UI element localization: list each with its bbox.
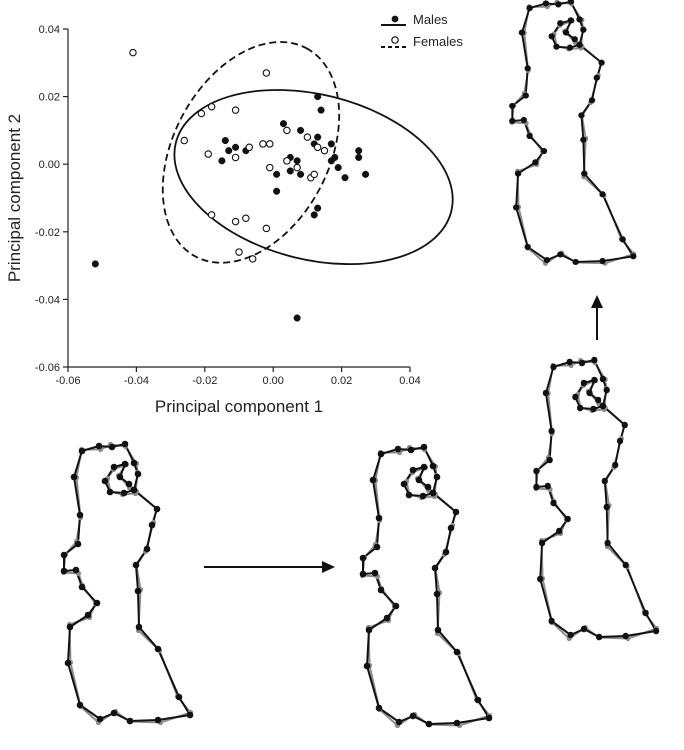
- landmark-black: [97, 716, 104, 723]
- landmark-black: [547, 457, 553, 464]
- females-data-point: [260, 141, 266, 147]
- landmark-black: [61, 552, 68, 559]
- landmark-black: [553, 44, 559, 50]
- landmark-black: [594, 75, 600, 81]
- x-ticks: [55, 367, 420, 387]
- landmark-black: [595, 397, 601, 404]
- landmark-black: [555, 1, 561, 7]
- landmark-black: [434, 474, 441, 481]
- landmark-black: [421, 444, 428, 451]
- landmark-black: [370, 477, 377, 484]
- shape-outline-d: [509, 0, 636, 266]
- landmark-black: [372, 570, 379, 577]
- arrow-up: [591, 295, 603, 340]
- landmark-black: [526, 5, 532, 11]
- landmark-black: [543, 390, 549, 397]
- shape-outline-c: [533, 357, 659, 641]
- legend-females-marker: [392, 37, 398, 43]
- females-data-point: [321, 147, 327, 153]
- landmark-black: [581, 380, 587, 387]
- landmark-black: [586, 390, 592, 397]
- legend-entry-females: [381, 34, 463, 49]
- landmark-black: [653, 628, 659, 635]
- legend-entry-males: [381, 12, 448, 27]
- males-data-point: [355, 154, 362, 161]
- landmark-black: [550, 500, 556, 507]
- females-data-point: [314, 144, 320, 150]
- landmark-black: [364, 663, 371, 670]
- landmark-black: [598, 60, 604, 66]
- females-data-point: [267, 141, 273, 147]
- landmark-black: [576, 16, 582, 22]
- landmark-black: [176, 694, 183, 701]
- landmark-black: [567, 45, 573, 51]
- landmark-black: [533, 468, 539, 475]
- females-data-point: [246, 144, 252, 150]
- males-data-point: [297, 171, 304, 178]
- landmark-black: [396, 719, 403, 726]
- landmark-black: [121, 490, 128, 497]
- males-data-point: [273, 171, 280, 178]
- landmark-black: [544, 257, 550, 263]
- males-data-point: [318, 107, 325, 114]
- landmark-black: [581, 626, 587, 633]
- landmark-black: [94, 600, 101, 607]
- landmark-black: [109, 444, 116, 451]
- landmark-black: [612, 462, 618, 469]
- landmark-black: [126, 481, 133, 488]
- males-data-point: [342, 174, 349, 181]
- landmark-black: [523, 92, 529, 98]
- landmark-black: [79, 448, 86, 455]
- landmark-black: [65, 660, 72, 667]
- landmark-black: [568, 17, 574, 23]
- landmark-black: [578, 112, 584, 118]
- males-data-point: [314, 134, 321, 141]
- landmark-black: [525, 65, 531, 71]
- x-tick-label: -0.06: [55, 375, 81, 387]
- landmark-black: [122, 441, 129, 448]
- landmark-black: [605, 540, 611, 547]
- landmark-black: [521, 117, 527, 123]
- females-data-point: [236, 249, 242, 255]
- females-data-point: [208, 212, 214, 218]
- landmark-black: [486, 715, 493, 722]
- landmark-black: [408, 447, 415, 454]
- landmark-black: [71, 474, 78, 481]
- landmark-black: [599, 191, 605, 197]
- landmark-black: [426, 721, 433, 728]
- landmark-black: [533, 484, 539, 491]
- landmark-black: [454, 720, 461, 727]
- females-data-point: [304, 134, 310, 140]
- females-data-point: [232, 154, 238, 160]
- scatter-axes: [35, 24, 421, 387]
- x-tick-label: 0.00: [262, 375, 284, 387]
- landmark-black: [572, 394, 578, 401]
- males-data-point: [355, 147, 362, 154]
- legend-females-label: Females: [413, 34, 463, 49]
- males-data-point: [328, 141, 335, 148]
- landmark-black: [154, 506, 161, 513]
- landmark-black: [410, 467, 417, 474]
- females-data-point: [284, 158, 290, 164]
- y-tick-label: -0.04: [34, 294, 60, 307]
- landmark-black: [435, 627, 442, 634]
- females-data-point: [232, 218, 238, 224]
- landmark-black: [453, 509, 460, 516]
- landmark-black: [509, 118, 515, 124]
- landmark-black: [102, 478, 109, 485]
- y-tick-label: -0.06: [34, 362, 60, 374]
- landmark-black: [599, 258, 605, 264]
- landmark-black: [600, 376, 606, 383]
- males-data-point: [219, 158, 226, 165]
- landmark-black: [117, 474, 124, 481]
- landmark-black: [580, 27, 586, 33]
- landmark-black: [526, 133, 532, 139]
- females-data-point: [249, 256, 255, 262]
- x-axis-label: Principal component 1: [154, 397, 324, 416]
- landmark-black: [509, 103, 515, 109]
- y-axis-label: Principal component 2: [5, 113, 24, 283]
- landmark-black: [532, 159, 538, 165]
- landmark-black: [430, 490, 437, 497]
- females-data-point: [311, 171, 317, 177]
- landmark-black: [513, 204, 519, 210]
- landmark-black: [602, 478, 608, 485]
- y-ticks: [35, 24, 68, 374]
- landmark-black: [401, 481, 408, 488]
- landmark-black: [434, 591, 441, 598]
- landmark-black: [548, 428, 554, 435]
- landmark-black: [374, 544, 381, 551]
- landmark-black: [136, 624, 143, 631]
- males-data-point: [92, 261, 99, 268]
- landmark-black: [107, 489, 114, 496]
- arrow-up-head: [591, 295, 603, 308]
- landmark-black: [537, 576, 543, 583]
- y-tick-label: 0.04: [38, 24, 60, 36]
- landmark-black: [360, 555, 367, 562]
- landmark-black: [376, 705, 383, 712]
- landmark-black: [360, 571, 367, 578]
- landmark-black: [376, 515, 383, 522]
- landmark-black: [384, 615, 391, 622]
- arrow-right-head: [322, 561, 335, 573]
- landmark-black: [410, 713, 417, 720]
- landmark-black: [96, 443, 103, 450]
- shape-outline-b: [360, 444, 493, 728]
- landmark-black: [572, 36, 578, 42]
- landmark-black: [131, 460, 138, 467]
- females-data-point: [263, 70, 269, 76]
- males-data-point: [314, 205, 321, 212]
- landmark-black: [393, 603, 400, 610]
- females-confidence-ellipse: [127, 12, 375, 293]
- landmark-black: [155, 646, 162, 653]
- landmark-black: [591, 357, 597, 364]
- females-data-point: [232, 107, 238, 113]
- landmark-black: [580, 137, 586, 143]
- females-data-point: [205, 151, 211, 157]
- landmark-black: [604, 504, 610, 511]
- legend-males-label: Males: [413, 12, 448, 27]
- landmark-black: [573, 259, 579, 265]
- females-data-point: [263, 225, 269, 231]
- landmark-black: [111, 710, 118, 717]
- landmark-black: [443, 549, 450, 556]
- landmark-black: [589, 97, 595, 103]
- landmark-black: [75, 541, 82, 548]
- males-data-point: [232, 144, 239, 151]
- legend-males-marker: [392, 16, 399, 23]
- males-data-point: [311, 212, 318, 219]
- landmark-black: [448, 525, 455, 532]
- landmark-black: [454, 649, 461, 656]
- legend: [381, 12, 463, 49]
- landmark-black: [591, 377, 597, 384]
- landmark-black: [576, 42, 582, 48]
- landmark-black: [643, 610, 649, 617]
- males-data-point: [273, 188, 280, 195]
- landmark-black: [622, 422, 628, 429]
- males-data-point: [294, 315, 301, 322]
- landmark-black: [420, 493, 427, 500]
- y-tick-label: 0.02: [38, 91, 60, 104]
- landmark-black: [155, 717, 162, 724]
- landmark-black: [600, 403, 606, 410]
- males-data-point: [328, 158, 335, 165]
- landmark-black: [378, 451, 385, 458]
- landmark-black: [366, 627, 373, 634]
- shape-outline-a: [61, 441, 194, 725]
- data-points: [92, 49, 369, 321]
- landmark-black: [73, 567, 80, 574]
- landmark-black: [563, 29, 569, 35]
- landmark-black: [581, 170, 587, 176]
- landmark-black: [557, 20, 563, 26]
- landmark-black: [548, 618, 554, 625]
- landmark-black: [567, 359, 573, 366]
- females-data-point: [267, 164, 273, 170]
- females-data-point: [198, 110, 204, 116]
- landmark-black: [406, 492, 413, 499]
- males-data-point: [222, 137, 229, 144]
- landmark-black: [519, 29, 525, 35]
- females-data-point: [284, 127, 290, 133]
- males-data-point: [362, 171, 369, 178]
- landmark-black: [421, 464, 428, 471]
- landmark-black: [539, 540, 545, 547]
- landmark-black: [127, 718, 134, 725]
- x-tick-label: -0.02: [192, 375, 218, 387]
- landmark-black: [549, 33, 555, 39]
- landmark-black: [416, 477, 423, 484]
- landmark-black: [378, 587, 385, 594]
- landmark-black: [515, 170, 521, 176]
- landmark-black: [135, 588, 142, 595]
- landmark-black: [475, 697, 482, 704]
- males-data-point: [297, 127, 304, 134]
- landmark-black: [565, 516, 571, 523]
- y-tick-label: 0.00: [38, 159, 60, 172]
- females-data-point: [130, 49, 136, 55]
- males-data-point: [314, 93, 321, 100]
- landmark-black: [395, 446, 402, 453]
- landmark-black: [111, 464, 118, 471]
- females-data-point: [243, 215, 249, 221]
- landmark-black: [85, 612, 92, 619]
- landmark-black: [623, 562, 629, 569]
- landmark-black: [556, 528, 562, 535]
- males-data-point: [225, 147, 232, 154]
- landmark-black: [557, 251, 563, 257]
- males-data-point: [294, 158, 301, 165]
- landmark-black: [525, 244, 531, 250]
- landmark-black: [543, 0, 549, 6]
- males-data-point: [335, 164, 342, 171]
- landmark-black: [617, 438, 623, 445]
- landmark-black: [432, 565, 439, 572]
- landmark-black: [144, 546, 151, 553]
- arrow-right: [204, 561, 335, 573]
- landmark-black: [122, 461, 129, 468]
- landmark-black: [131, 487, 138, 494]
- landmark-black: [604, 387, 610, 394]
- x-tick-label: 0.02: [330, 375, 353, 387]
- landmark-black: [577, 405, 583, 412]
- x-tick-label: 0.04: [399, 375, 421, 387]
- females-data-point: [208, 104, 214, 110]
- landmark-black: [623, 633, 629, 640]
- landmark-black: [77, 512, 84, 519]
- landmark-black: [545, 483, 551, 490]
- landmark-black: [77, 702, 84, 709]
- landmark-black: [620, 236, 626, 242]
- y-tick-label: -0.02: [34, 226, 60, 239]
- landmark-black: [550, 364, 556, 371]
- group-ellipses: [127, 12, 471, 293]
- landmark-black: [425, 484, 432, 491]
- landmark-black: [135, 471, 142, 478]
- pca-scatter-plot: [5, 12, 471, 416]
- females-data-point: [181, 137, 187, 143]
- x-tick-label: -0.04: [123, 375, 149, 387]
- landmark-black: [61, 568, 68, 575]
- landmark-black: [133, 562, 140, 569]
- males-data-point: [280, 120, 287, 127]
- landmark-black: [187, 712, 194, 719]
- landmark-black: [67, 624, 74, 631]
- landmark-black: [430, 463, 437, 470]
- landmark-black: [149, 522, 156, 529]
- landmark-black: [567, 632, 573, 639]
- males-data-point: [287, 168, 294, 175]
- landmark-black: [579, 360, 585, 367]
- landmark-black: [79, 584, 86, 591]
- landmark-black: [630, 253, 636, 259]
- landmark-black: [590, 406, 596, 413]
- females-data-point: [294, 164, 300, 170]
- landmark-black: [541, 148, 547, 154]
- landmark-black: [596, 634, 602, 641]
